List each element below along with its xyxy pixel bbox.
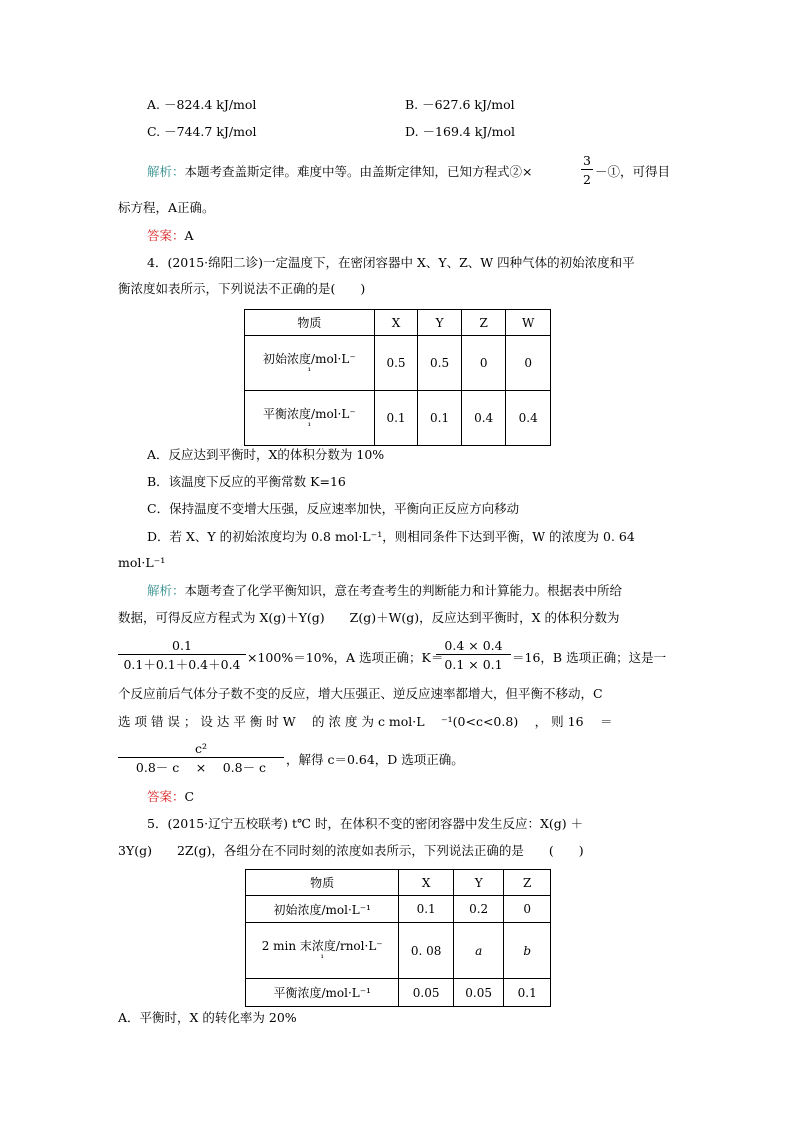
q4-option-c: C．保持温度不变增大压强，反应速率加快，平衡向正反应方向移动 — [147, 501, 520, 516]
table-cell: 0.5 — [374, 336, 418, 391]
q4-header-x: X — [374, 310, 418, 336]
table-cell: 0.1 — [504, 979, 551, 1007]
q5-table — [245, 869, 551, 1007]
q5-row-label: 2 min 末浓度/rnol·L⁻ ¹ — [246, 923, 399, 979]
q5-header-x: X — [399, 870, 454, 896]
table-cell: 0.1 — [374, 391, 418, 446]
table-cell: 0.1 — [399, 896, 454, 923]
q4-analysis-line1: 解析：本题考查了化学平衡知识，意在考查考生的判断能力和计算能力。根据表中所给 — [147, 583, 623, 598]
q4-header-substance: 物质 — [245, 310, 375, 336]
table-cell: 0.05 — [399, 979, 454, 1007]
q4-option-a: A．反应达到平衡时，X的体积分数为 10% — [147, 447, 385, 462]
table-cell: 0.4 — [506, 391, 551, 446]
q3-analysis-line1-end: －①，可得目 — [595, 164, 671, 179]
q4-option-d-cont: mol·L⁻¹ — [118, 555, 166, 570]
q4-answer: 答案：C — [147, 789, 195, 804]
table-row — [245, 391, 551, 446]
q4-analysis-line2: 数据，可得反应方程式为 X(g)＋Y(g) Z(g)＋W(g)，反应达到平衡时，X 的体积分数为 — [118, 610, 620, 625]
q4-analysis-line3-mid: ×100%＝10%，A 选项正确；K＝ — [247, 650, 444, 665]
q4-stem-line1: 4．(2015·绵阳二诊)一定温度下，在密闭容器中 X、Y、Z、W 四种气体的初始浓度和平 — [147, 255, 635, 270]
q4-header-w: W — [506, 310, 551, 336]
q4-stem-line2: 衡浓度如表所示，下列说法不正确的是( ) — [118, 281, 366, 296]
table-cell: b — [504, 923, 551, 979]
q4-answer-label: 答案： — [147, 789, 185, 804]
table-cell: a — [453, 923, 504, 979]
table-cell: 0.4 — [461, 391, 506, 446]
q4-option-b: B．该温度下反应的平衡常数 K=16 — [147, 474, 346, 489]
q4-analysis-label: 解析： — [147, 583, 185, 598]
table-cell: 0. 08 — [399, 923, 454, 979]
q5-row-label: 初始浓度/mol·L⁻¹ — [246, 896, 399, 923]
q4-option-d: D．若 X、Y 的初始浓度均为 0.8 mol·L⁻¹，则相同条件下达到平衡，W 的浓度为 0. 64 — [147, 529, 635, 544]
q4-analysis-line3-end: ＝16，B 选项正确；这是一 — [512, 650, 667, 665]
table-cell: 0 — [506, 336, 551, 391]
q4-row-label: 初始浓度/mol·L⁻ ¹ — [245, 336, 375, 391]
table-row — [246, 923, 551, 979]
q3-option-c: C. －744.7 kJ/mol — [147, 124, 257, 139]
q4-analysis-line6-end: ，解得 c＝0.64，D 选项正确。 — [286, 752, 464, 767]
q5-row-label: 平衡浓度/mol·L⁻¹ — [246, 979, 399, 1007]
q3-analysis-line2: 标方程，A正确。 — [118, 200, 215, 215]
q3-option-b: B. －627.6 kJ/mol — [405, 97, 515, 112]
table-cell: 0.05 — [453, 979, 504, 1007]
q4-analysis-line4: 个反应前后气体分子数不变的反应，增大压强正、逆反应速率都增大，但平衡不移动，C — [118, 686, 603, 701]
table-cell: 0.1 — [418, 391, 462, 446]
q5-stem-line2: 3Y(g) 2Z(g)，各组分在不同时刻的浓度如表所示，下列说法正确的是 ( ) — [118, 843, 584, 858]
table-cell: 0.2 — [453, 896, 504, 923]
q5-header-substance: 物质 — [246, 870, 399, 896]
q3-answer: 答案：A — [147, 228, 194, 243]
q4-header-z: Z — [461, 310, 506, 336]
table-row — [245, 336, 551, 391]
q4-row-label: 平衡浓度/mol·L⁻ ¹ — [245, 391, 375, 446]
q3-option-a: A. －824.4 kJ/mol — [147, 97, 257, 112]
q4-analysis-line5: 选 项 错 误 ； 设 达 平 衡 时 W 的 浓 度 为 c mol·L ⁻¹(0<c<0.8) ， 则 16 ＝ — [118, 714, 613, 729]
q3-answer-label: 答案： — [147, 228, 185, 243]
q3-analysis-line1: 解析：本题考查盖斯定律。难度中等。由盖斯定律知，已知方程式②× — [147, 164, 533, 179]
q4-header-y: Y — [418, 310, 462, 336]
q3-fraction: 3 2 — [581, 152, 593, 188]
q4-fraction-2: 0.4 × 0.4 0.1 × 0.1 — [436, 637, 511, 673]
table-cell: 0 — [461, 336, 506, 391]
table-row — [246, 979, 551, 1007]
q4-table — [244, 309, 551, 446]
q3-analysis-label: 解析： — [147, 164, 185, 179]
table-cell: 0 — [504, 896, 551, 923]
table-row — [246, 896, 551, 923]
q4-fraction-1: 0.1 0.1＋0.1＋0.4＋0.4 — [118, 637, 246, 673]
q5-header-y: Y — [453, 870, 504, 896]
q5-header-z: Z — [504, 870, 551, 896]
q4-fraction-3: c² 0.8－ c × 0.8－ c — [118, 740, 284, 776]
q5-option-a: A．平衡时，X 的转化率为 20% — [118, 1010, 297, 1025]
table-cell: 0.5 — [418, 336, 462, 391]
q3-option-d: D. －169.4 kJ/mol — [405, 124, 515, 139]
q5-stem-line1: 5．(2015·辽宁五校联考) t℃ 时，在体积不变的密闭容器中发生反应：X(g) ＋ — [147, 816, 584, 831]
